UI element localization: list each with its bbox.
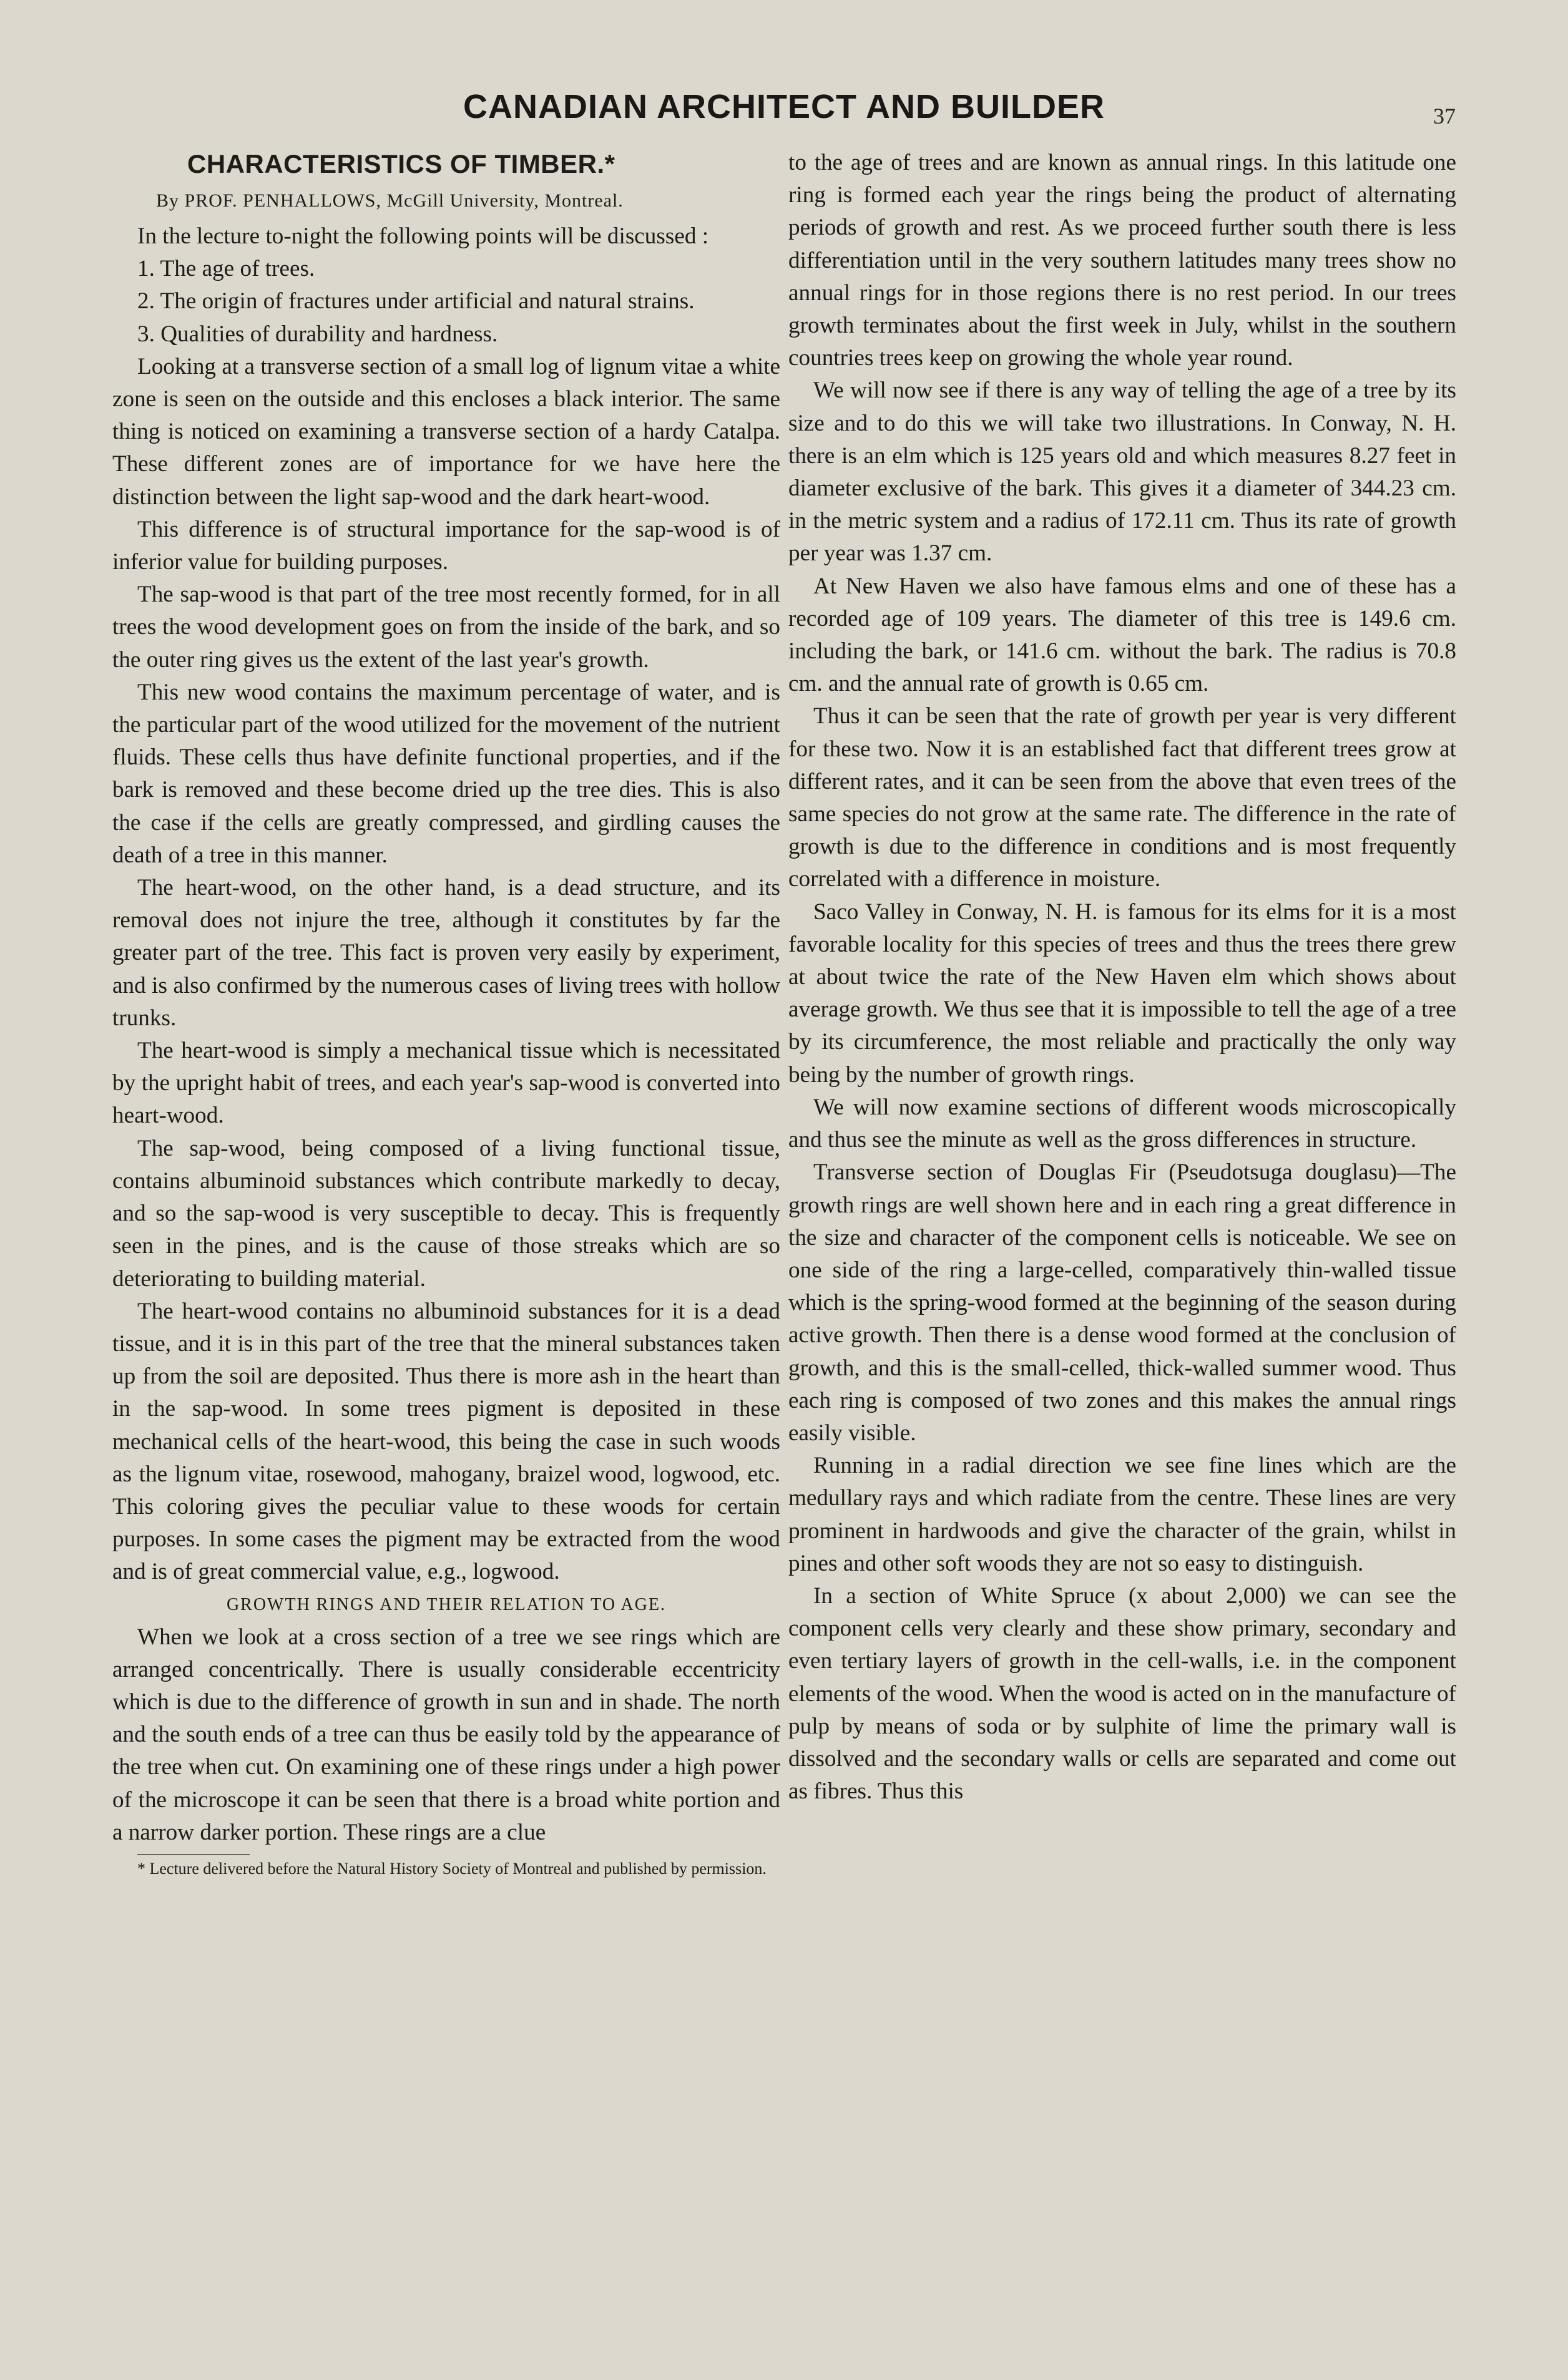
paragraph: Saco Valley in Conway, N. H. is famous for its elms for it is a most favorable locality for this species of trees and thus the trees there grew at about twice the rate of the New Haven elm which shows about average growth. We thus see that it is impossible to tell the age of a tree by its circumference, the most reliable and practically the only way being by the number of growth rings. — [788, 899, 1456, 1088]
paragraph: Thus it can be seen that the rate of growth per year is very different for these two. Now it is an established fact that different trees grow at different rates, and it can be seen from the above that even trees of the same species do not grow at the same rate. The difference in the rate of growth is due to the difference in conditions and is most frequently correlated with a difference in moisture. — [788, 703, 1456, 892]
paragraph: Transverse section of Douglas Fir (Pseudotsuga douglasu)—The growth rings are well shown here and in each ring a great difference in the size and character of the component cells is noticeable. We see on one side of the ring a large-celled, comparatively thin-walled tissue which is the spring-wood formed at the beginning of the season during active growth. Then there is a dense wood formed at the conclusion of growth, and this is the small-celled, thick-walled summer wood. Thus each ring is composed of two zones and this makes the annual rings easily visible. — [788, 1159, 1456, 1446]
masthead: CANADIAN ARCHITECT AND BUILDER — [463, 88, 1105, 125]
paragraph: The heart-wood, on the other hand, is a dead structure, and its removal does not injure the tree, although it constitutes by far the greater part of the tree. This fact is proven very easily by experiment, and is also confirmed by the numerous cases of living trees with hollow trunks. — [112, 875, 780, 1031]
paragraph: Looking at a transverse section of a small log of lignum vitae a white zone is seen on the outside and this encloses a black interior. The same thing is noticed on examining a transverse section of a hardy Catalpa. These different zones are of importance for we have here the distinction between the light sap-wood and the dark heart-wood. — [112, 353, 780, 510]
byline: By PROF. PENHALLOWS, McGill University, Montreal. — [156, 190, 624, 211]
footnote-divider — [137, 1854, 250, 1855]
article-title: CHARACTERISTICS OF TIMBER.* — [187, 149, 615, 178]
paragraph: At New Haven we also have famous elms and one of these has a recorded age of 109 years. The diameter of this tree is 149.6 cm. including the bark, or 141.6 cm. without the bark. The radius is 70.8 cm. and the annual rate of growth is 0.65 cm. — [788, 573, 1456, 697]
paragraph: The heart-wood is simply a mechanical tissue which is necessitated by the upright habit of trees, and each year's sap-wood is converted into heart-wood. — [112, 1038, 780, 1129]
footnote: * Lecture delivered before the Natural History Society of Montreal and published by permission. — [137, 1859, 767, 1878]
list-item: 2. The origin of fractures under artificial and natural strains. — [137, 288, 695, 315]
paragraph: In a section of White Spruce (x about 2,000) we can see the component cells very clearly and these show primary, secondary and even tertiary layers of growth in the cell-walls, i.e. in the component elements of the wood. When the wood is acted on in the manufacture of pulp by means of soda or by sulphite of lime the primary wall is dissolved and the secondary walls or cells are separated and come out as fibres. Thus this — [788, 1583, 1456, 1805]
list-item: 3. Qualities of durability and hardness. — [137, 321, 498, 347]
paragraph: Running in a radial direction we see fine lines which are the medullary rays and which radiate from the centre. These lines are very prominent in hardwoods and give the character of the grain, whilst in pines and other soft woods they are not so easy to distinguish. — [788, 1453, 1456, 1576]
paragraph: The sap-wood is that part of the tree most recently formed, for in all trees the wood development goes on from the inside of the bark, and so the outer ring gives us the extent of the last year's growth. — [112, 582, 780, 673]
paragraph: In the lecture to-night the following points will be discussed : — [137, 223, 709, 249]
left-column — [112, 147, 780, 1879]
list-item: 1. The age of trees. — [137, 256, 315, 282]
paragraph: The heart-wood contains no albuminoid substances for it is a dead tissue, and it is in this part of the tree that the mineral substances taken up from the soil are deposited. Thus there is more ash in the heart than in the sap-wood. In some trees pigment is deposited in these mechanical cells of the heart-wood, this being the case in such woods as the lignum vitae, rosewood, mahogany, braizel wood, logwood, etc. This coloring gives the peculiar value to these woods for certain purposes. In some cases the pigment may be extracted from the wood and is of great commercial value, e.g., logwood. — [112, 1298, 780, 1585]
paragraph: The sap-wood, being composed of a living functional tissue, contains albuminoid substances which contribute markedly to decay, and so the sap-wood is very susceptible to decay. This is frequently seen in the pines, and is the cause of those streaks which are so deteriorating to building material. — [112, 1135, 780, 1292]
paragraph: This new wood contains the maximum percentage of water, and is the particular part of the wood utilized for the movement of the nutrient fluids. These cells thus have definite functional properties, and if the bark is removed and these become dried up the tree dies. This is also the case if the cells are greatly compressed, and girdling causes the death of a tree in this manner. — [112, 679, 780, 868]
paragraph: We will now see if there is any way of telling the age of a tree by its size and to do this we will take two illustrations. In Conway, N. H. there is an elm which is 125 years old and which measures 8.27 feet in diameter exclusive of the bark. This gives it a diameter of 344.23 cm. in the metric system and a radius of 172.11 cm. Thus its rate of growth per year was 1.37 cm. — [788, 378, 1456, 567]
page-number: 37 — [1433, 104, 1456, 129]
section-subheading: GROWTH RINGS AND THEIR RELATION TO AGE. — [226, 1594, 667, 1614]
right-column — [788, 147, 1456, 1808]
paragraph: This difference is of structural importance for the sap-wood is of inferior value for building purposes. — [112, 516, 780, 575]
paragraph: When we look at a cross section of a tree we see rings which are arranged concentrically. There is usually considerable eccentricity which is due to the difference of growth in sun and in shade. The north and the south ends of a tree can thus be easily told by the appearance of the tree when cut. On examining one of these rings under a high power of the microscope it can be seen that there is a broad white portion and a narrow darker portion. These rings are a clue — [112, 1624, 780, 1845]
paragraph: We will now examine sections of different woods microscopically and thus see the minute as well as the gross differences in structure. — [788, 1094, 1456, 1153]
paragraph: to the age of trees and are known as annual rings. In this latitude one ring is formed each year the rings being the product of alternating periods of growth and rest. As we proceed further south there is less differentiation until in the very southern latitudes many trees show no annual rings for in those regions there is no rest period. In our trees growth terminates about the first week in July, whilst in the southern countries trees keep on growing the whole year round. — [788, 150, 1456, 371]
